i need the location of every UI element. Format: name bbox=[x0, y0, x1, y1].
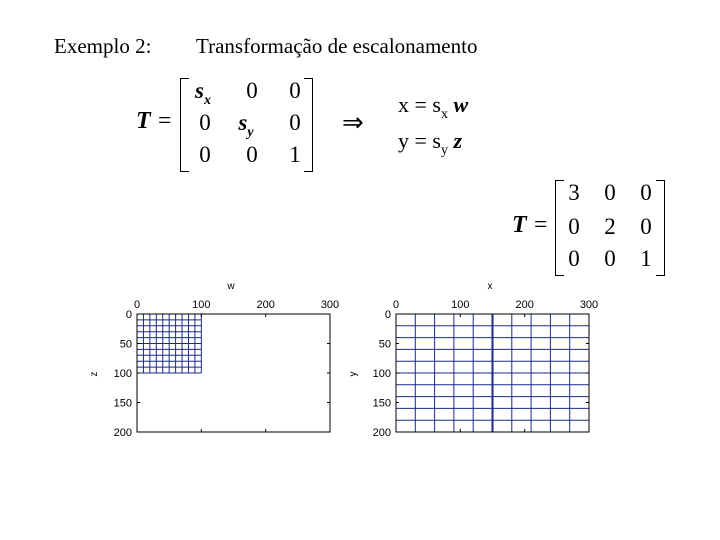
tick-label-x: 100 bbox=[192, 299, 211, 311]
tick-label-y: 50 bbox=[378, 338, 391, 351]
tick-label-y: 150 bbox=[372, 397, 391, 410]
matrix-cell: 0 bbox=[289, 110, 301, 135]
matrix-cell: 0 bbox=[604, 246, 616, 271]
matrix-cell: 2 bbox=[604, 214, 616, 239]
tick-label-y: 150 bbox=[113, 397, 132, 410]
matrix-cell: 0 bbox=[246, 78, 258, 103]
plot-top-label: x bbox=[487, 281, 493, 292]
matrix-cell: 0 bbox=[199, 110, 211, 135]
matrix-lhs: T bbox=[136, 108, 151, 134]
tick-label-x: 100 bbox=[451, 299, 470, 311]
equals-sign: = bbox=[534, 212, 548, 238]
tick-label-x: 300 bbox=[579, 299, 599, 311]
page-title: Transformação de escalonamento bbox=[196, 34, 478, 58]
matrix-cell: 0 bbox=[640, 180, 652, 205]
matrix-cell: 1 bbox=[289, 142, 301, 167]
tick-label-y: 100 bbox=[372, 368, 391, 380]
tick-label-y: 200 bbox=[113, 427, 132, 439]
tick-label-y: 0 bbox=[384, 309, 391, 321]
matrix-cell: 0 bbox=[246, 142, 258, 167]
tick-label-x: 0 bbox=[133, 299, 141, 311]
matrix-cell: 0 bbox=[289, 78, 301, 103]
matrix-cell: 0 bbox=[640, 214, 652, 239]
tick-label-x: 200 bbox=[515, 299, 534, 311]
matrix-cell: 0 bbox=[568, 214, 580, 239]
equation-x: $x = s_x$ w bbox=[398, 92, 469, 122]
matrix-cell: 0 bbox=[604, 180, 616, 205]
matrix-cell: 1 bbox=[640, 246, 652, 271]
tick-label-x: 0 bbox=[392, 299, 400, 311]
plot-original bbox=[89, 281, 339, 439]
equation-y: $y = s_y$ z bbox=[398, 128, 463, 158]
plot-scaled bbox=[348, 281, 598, 439]
matrix-cell: 0 bbox=[568, 246, 580, 271]
tick-label-y: 50 bbox=[119, 338, 132, 351]
implies-arrow: ⇒ bbox=[342, 108, 364, 137]
plot-side-label: y bbox=[348, 371, 359, 377]
matrix-cell: 0 bbox=[199, 142, 211, 167]
matrix-cell-sy: $s_y$ bbox=[238, 110, 254, 140]
tick-label-x: 200 bbox=[256, 299, 275, 311]
tick-label-x: 300 bbox=[320, 299, 340, 311]
tick-label-y: 200 bbox=[372, 427, 391, 439]
matrix-cell-sx: $s_x$ bbox=[195, 78, 211, 108]
tick-label-y: 100 bbox=[113, 368, 132, 380]
matrix-cell: 3 bbox=[568, 180, 580, 205]
example-label: Exemplo 2: bbox=[54, 34, 152, 58]
tick-label-y: 0 bbox=[125, 309, 132, 321]
matrix-lhs: T bbox=[512, 212, 527, 238]
plot-top-label: w bbox=[227, 281, 235, 292]
equals-sign: = bbox=[158, 108, 172, 134]
plot-side-label: z bbox=[89, 371, 100, 377]
